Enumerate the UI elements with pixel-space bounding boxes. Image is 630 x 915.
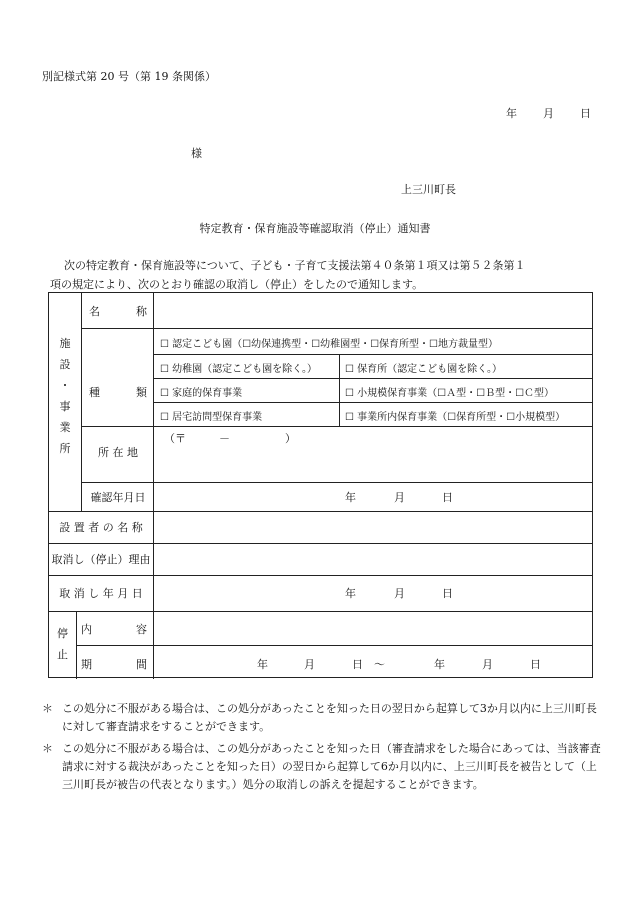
period-start-month: 月 <box>304 658 315 671</box>
form-number: 別記様式第 20 号（第 19 条関係） <box>42 70 216 83</box>
revoke-date-day: 日 <box>442 587 453 600</box>
facility-group-label: 施 設 ・ 事 業 所 <box>59 337 71 455</box>
revoke-reason-label: 取消し（停止）理由 <box>51 553 151 566</box>
date-day: 日 <box>580 107 591 120</box>
type-nursery[interactable]: ☐ 保育所（認定こども園を除く。） <box>345 364 502 375</box>
address-label: 所 在 地 <box>98 446 138 459</box>
type-workplace-childcare[interactable]: ☐ 事業所内保育事業（☐保育所型・☐小規模型） <box>345 412 566 423</box>
address-postal[interactable]: （〒 － ） <box>164 432 296 445</box>
form-table <box>48 292 593 678</box>
confirm-date-label: 確認年月日 <box>90 491 146 504</box>
period-end-month: 月 <box>482 658 493 671</box>
type-certified-childcare[interactable]: ☐ 認定こども園（☐幼保連携型・☐幼稚園型・☐保育所型・☐地方裁量型） <box>160 339 499 350</box>
date-month: 月 <box>543 107 554 120</box>
period-start-day: 日 <box>352 658 363 671</box>
revoke-date-month: 月 <box>394 587 405 600</box>
confirm-date-day: 日 <box>442 491 453 504</box>
issuer-name: 上三川町長 <box>401 183 456 196</box>
confirm-date-month: 月 <box>394 491 405 504</box>
type-label: 種 類 <box>89 386 147 399</box>
document-date <box>0 105 630 121</box>
intro-line-2: 項の規定により、次のとおり確認の取消し（停止）をしたので通知します。 <box>50 278 424 291</box>
period-end-year: 年 <box>434 658 445 671</box>
period-label: 期 間 <box>81 658 147 671</box>
suspension-group-label: 停 止 <box>57 627 68 661</box>
period-end-day: 日 <box>530 658 541 671</box>
period-tilde: ～ <box>374 658 385 671</box>
type-home-childcare[interactable]: ☐ 家庭的保育事業 <box>160 388 243 399</box>
intro-line-1: 次の特定教育・保育施設等について、子ども・子育て支援法第４０条第１項又は第５２条第１ <box>64 259 526 272</box>
revoke-date-year: 年 <box>345 587 356 600</box>
period-start-year: 年 <box>257 658 268 671</box>
date-year: 年 <box>506 107 517 120</box>
note-review-request: ＊ この処分に不服がある場合は、この処分があったことを知った日の翌日から起算して3か月以内に上三川町長に対して審査請求をすることができます。 <box>42 702 597 733</box>
type-small-childcare[interactable]: ☐ 小規模保育事業（☐Ａ型・☐Ｂ型・☐Ｃ型） <box>345 388 555 399</box>
type-kindergarten[interactable]: ☐ 幼稚園（認定こども園を除く。） <box>160 364 317 375</box>
revoke-date-label: 取 消 し 年 月 日 <box>59 587 143 600</box>
type-home-visit-childcare[interactable]: ☐ 居宅訪問型保育事業 <box>160 412 263 423</box>
founder-name-label: 設 置 者 の 名 称 <box>59 521 143 534</box>
document-title: 特定教育・保育施設等確認取消（停止）通知書 <box>199 222 431 235</box>
confirm-date-year: 年 <box>345 491 356 504</box>
name-label: 名 称 <box>89 305 147 318</box>
addressee-suffix: 様 <box>191 147 202 160</box>
content-label: 内 容 <box>81 623 147 636</box>
note-revocation-lawsuit: ＊ この処分に不服がある場合は、この処分があったことを知った日（審査請求をした場合にあっては、当該審査請求に対する裁決があったことを知った日）の翌日から起算して6か月以内に、上三川町長を被告として（上三川町長が被告の代表となります。）処分の取消しの訴えを提起することができます。 <box>42 742 601 791</box>
